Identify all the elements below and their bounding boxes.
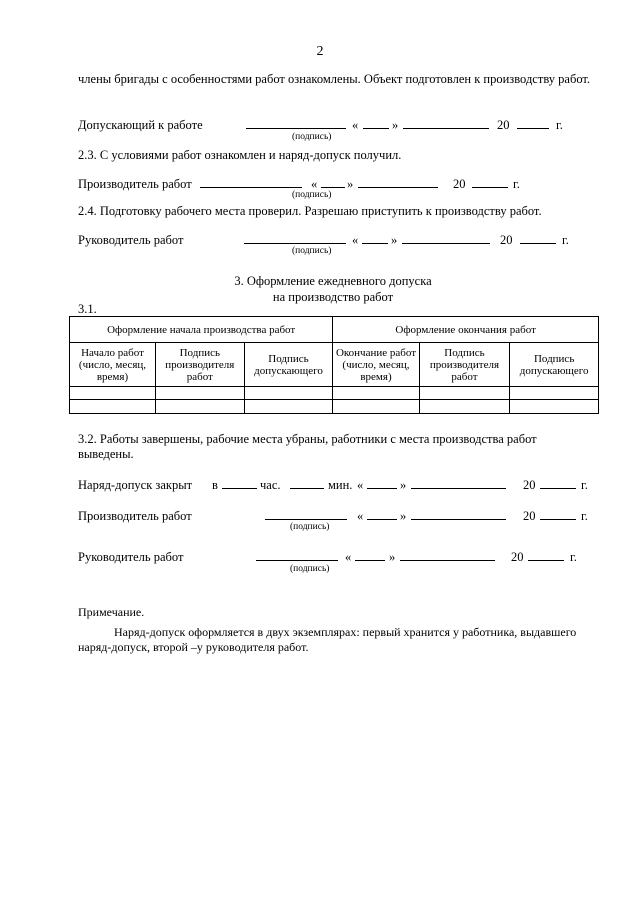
manager-month-line[interactable] (400, 549, 495, 561)
producer-month-line[interactable] (358, 176, 438, 188)
closed-year-line[interactable] (540, 477, 576, 489)
quote-open: « (345, 550, 352, 564)
quote-close: » (400, 478, 407, 492)
table-cell[interactable] (419, 387, 510, 400)
page-number: 2 (316, 44, 324, 59)
col-admitting-signature: Подпись допускающего (244, 343, 333, 387)
year-suffix: г. (581, 478, 588, 492)
quote-close: » (389, 550, 396, 564)
col-producer-signature-end: Подпись производителя работ (419, 343, 510, 387)
table-cell[interactable] (155, 400, 244, 414)
closed-day-line[interactable] (367, 477, 397, 489)
col-end-time: Окончание работ (число, месяц, время) (333, 343, 419, 387)
producer-month-line[interactable] (411, 508, 506, 520)
admitting-label: Допускающий к работе (78, 118, 203, 132)
table-cell[interactable] (333, 387, 419, 400)
table-group-end: Оформление окончания работ (333, 317, 599, 343)
closed-minutes-line[interactable] (290, 477, 324, 489)
manager-year-line[interactable] (520, 232, 556, 244)
section-2-3: 2.3. С условиями работ ознакомлен и наряд-допуск получил. (78, 148, 402, 162)
closed-hours-line[interactable] (222, 477, 257, 489)
quote-close: » (392, 118, 399, 132)
table-group-start: Оформление начала производства работ (70, 317, 333, 343)
quote-open: « (357, 509, 364, 523)
admitting-signature-line[interactable] (246, 117, 346, 129)
year-suffix: г. (581, 509, 588, 523)
manager-day-line[interactable] (355, 549, 385, 561)
quote-open: « (311, 177, 318, 191)
daily-admission-table (69, 316, 599, 414)
closed-hours: час. (260, 478, 281, 492)
table-cell[interactable] (510, 387, 599, 400)
table-row (70, 387, 599, 400)
closed-label: Наряд-допуск закрыт (78, 478, 193, 492)
producer-signature-line[interactable] (265, 508, 347, 520)
admitting-month-line[interactable] (403, 117, 489, 129)
note-title: Примечание. (78, 605, 145, 619)
quote-close: » (391, 233, 398, 247)
producer-label: Производитель работ (78, 509, 192, 523)
quote-close: » (347, 177, 354, 191)
col-start-time: Начало работ (число, месяц, время) (70, 343, 156, 387)
section-3-title-line1: 3. Оформление ежедневного допуска (234, 274, 432, 288)
signature-caption: (подпись) (290, 564, 330, 574)
year-suffix: г. (562, 233, 569, 247)
col-admitting-signature-end: Подпись допускающего (510, 343, 599, 387)
table-cell[interactable] (333, 400, 419, 414)
section-2-4: 2.4. Подготовку рабочего места проверил. Разрешаю приступить к производству работ. (78, 204, 542, 218)
signature-caption: (подпись) (292, 132, 332, 142)
manager-label: Руководитель работ (78, 550, 184, 564)
section-3-title-line2: на производство работ (272, 290, 394, 304)
producer-day-line[interactable] (367, 508, 397, 520)
table-cell[interactable] (510, 400, 599, 414)
col-producer-signature: Подпись производителя работ (155, 343, 244, 387)
manager-label: Руководитель работ (78, 233, 184, 247)
signature-caption: (подпись) (292, 246, 332, 256)
producer-year-line[interactable] (472, 176, 508, 188)
producer-day-line[interactable] (321, 176, 345, 188)
closed-minutes: мин. (328, 478, 353, 492)
note-text: Наряд-допуск оформляется в двух экземплярах: первый хранится у работника, выдавшего наряд-допуск, второй –у руководителя работ. (78, 625, 577, 654)
closed-in: в (212, 478, 218, 492)
section-3-1: 3.1. (78, 302, 97, 316)
producer-signature-line[interactable] (200, 176, 302, 188)
year-prefix: 20 (453, 177, 466, 191)
intro-paragraph: члены бригады с особенностями работ ознакомлены. Объект подготовлен к производству работ. (78, 72, 591, 86)
year-suffix: г. (570, 550, 577, 564)
year-prefix: 20 (511, 550, 524, 564)
year-prefix: 20 (523, 509, 536, 523)
quote-open: « (352, 118, 359, 132)
admitting-day-line[interactable] (363, 117, 389, 129)
quote-open: « (357, 478, 364, 492)
year-suffix: г. (513, 177, 520, 191)
signature-caption: (подпись) (290, 522, 330, 532)
admitting-year-line[interactable] (517, 117, 549, 129)
section-3-2: 3.2. Работы завершены, рабочие места убраны, работники с места производства работ выведены. (78, 432, 537, 461)
table-cell[interactable] (155, 387, 244, 400)
table-cell[interactable] (70, 387, 156, 400)
year-prefix: 20 (497, 118, 510, 132)
manager-month-line[interactable] (402, 232, 490, 244)
year-prefix: 20 (500, 233, 513, 247)
table-row (70, 400, 599, 414)
closed-month-line[interactable] (411, 477, 506, 489)
year-suffix: г. (556, 118, 563, 132)
table-cell[interactable] (419, 400, 510, 414)
manager-day-line[interactable] (362, 232, 388, 244)
signature-caption: (подпись) (292, 190, 332, 200)
manager-signature-line[interactable] (244, 232, 346, 244)
table-cell[interactable] (70, 400, 156, 414)
table-cell[interactable] (244, 387, 333, 400)
producer-year-line[interactable] (540, 508, 576, 520)
quote-open: « (352, 233, 359, 247)
quote-close: » (400, 509, 407, 523)
producer-label: Производитель работ (78, 177, 192, 191)
manager-year-line[interactable] (528, 549, 564, 561)
manager-signature-line[interactable] (256, 549, 338, 561)
year-prefix: 20 (523, 478, 536, 492)
table-cell[interactable] (244, 400, 333, 414)
